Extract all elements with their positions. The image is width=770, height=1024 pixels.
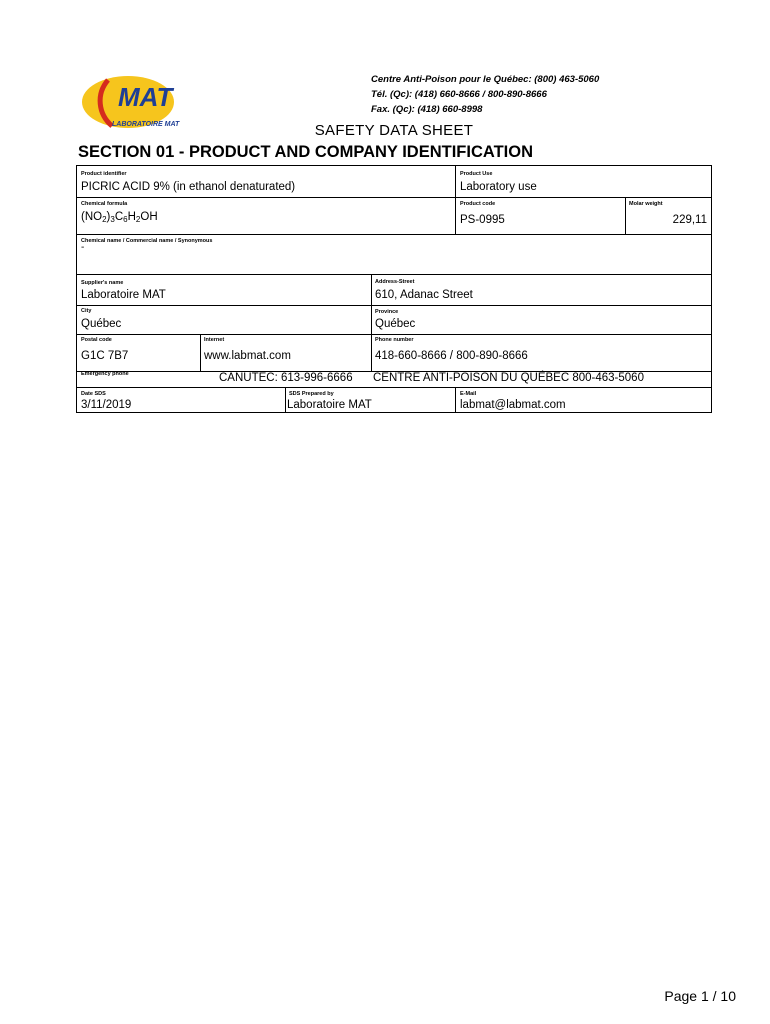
poison-centre-contact xyxy=(371,72,599,117)
internet-value: www.labmat.com xyxy=(204,350,291,362)
contact-line: Tél. (Qc): (418) 660-8666 / 800-890-8666 xyxy=(371,89,547,100)
postal-code-value: G1C 7B7 xyxy=(81,350,129,362)
identification-form xyxy=(76,165,712,413)
emergency-phone-poison-centre: CENTRE ANTI-POISON DU QUÉBEC 800-463-5060 xyxy=(373,372,644,384)
address-street-value: 610, Adanac Street xyxy=(375,289,473,301)
contact-line: Fax. (Qc): (418) 660-8998 xyxy=(371,104,483,115)
emergency-phone-canutec: CANUTEC: 613-996-6666 xyxy=(219,372,353,384)
supplier-name-value: Laboratoire MAT xyxy=(81,289,166,301)
email-label: E-Mail xyxy=(460,391,477,397)
product-use-label: Product Use xyxy=(460,171,493,177)
chemical-formula-label: Chemical formula xyxy=(81,201,128,207)
product-identifier-value: PICRIC ACID 9% (in ethanol denaturated) xyxy=(81,181,296,193)
chemical-formula-value: $(NO_2)_3C_6H_2OH$ xyxy=(81,211,158,224)
document-title: SAFETY DATA SHEET xyxy=(314,122,474,139)
chemical-name-label: Chemical name / Commercial name / Synonymous xyxy=(81,238,213,244)
molar-weight-label: Molar weight xyxy=(629,201,663,207)
sds-prepared-by-label: SDS Prepared by xyxy=(289,391,334,397)
logo-subtitle: LABORATOIRE MAT xyxy=(112,121,180,128)
supplier-name-label: Supplier's name xyxy=(81,280,124,286)
email-value: labmat@labmat.com xyxy=(460,399,566,411)
page-number: Page 1 / 10 xyxy=(664,988,736,1004)
phone-number-label: Phone number xyxy=(375,337,414,343)
province-value: Québec xyxy=(375,318,416,330)
logo-brand: MAT xyxy=(118,82,173,112)
city-value: Québec xyxy=(81,318,122,330)
address-street-label: Address-Street xyxy=(375,279,415,285)
postal-code-label: Postal code xyxy=(81,337,112,343)
date-sds-value: 3/11/2019 xyxy=(81,399,132,411)
sds-prepared-by-value: Laboratoire MAT xyxy=(287,399,372,411)
product-code-value: PS-0995 xyxy=(460,214,505,226)
product-use-value: Laboratory use xyxy=(460,181,537,193)
section-title: SECTION 01 - PRODUCT AND COMPANY IDENTIFICATION xyxy=(78,143,533,161)
chemical-name-value: - xyxy=(81,242,85,253)
date-sds-label: Date SDS xyxy=(81,391,106,397)
product-code-label: Product code xyxy=(460,201,496,207)
phone-number-value: 418-660-8666 / 800-890-8666 xyxy=(375,350,528,362)
contact-line: Centre Anti-Poison pour le Québec: (800) 463-5060 xyxy=(371,74,600,85)
city-label: City xyxy=(81,308,92,314)
product-identifier-label: Product identifier xyxy=(81,171,127,177)
emergency-phone-label: Emergency phone xyxy=(81,371,129,377)
molar-weight-value: 229,11 xyxy=(672,214,707,226)
internet-label: Internet xyxy=(204,337,225,343)
province-label: Province xyxy=(375,309,399,315)
